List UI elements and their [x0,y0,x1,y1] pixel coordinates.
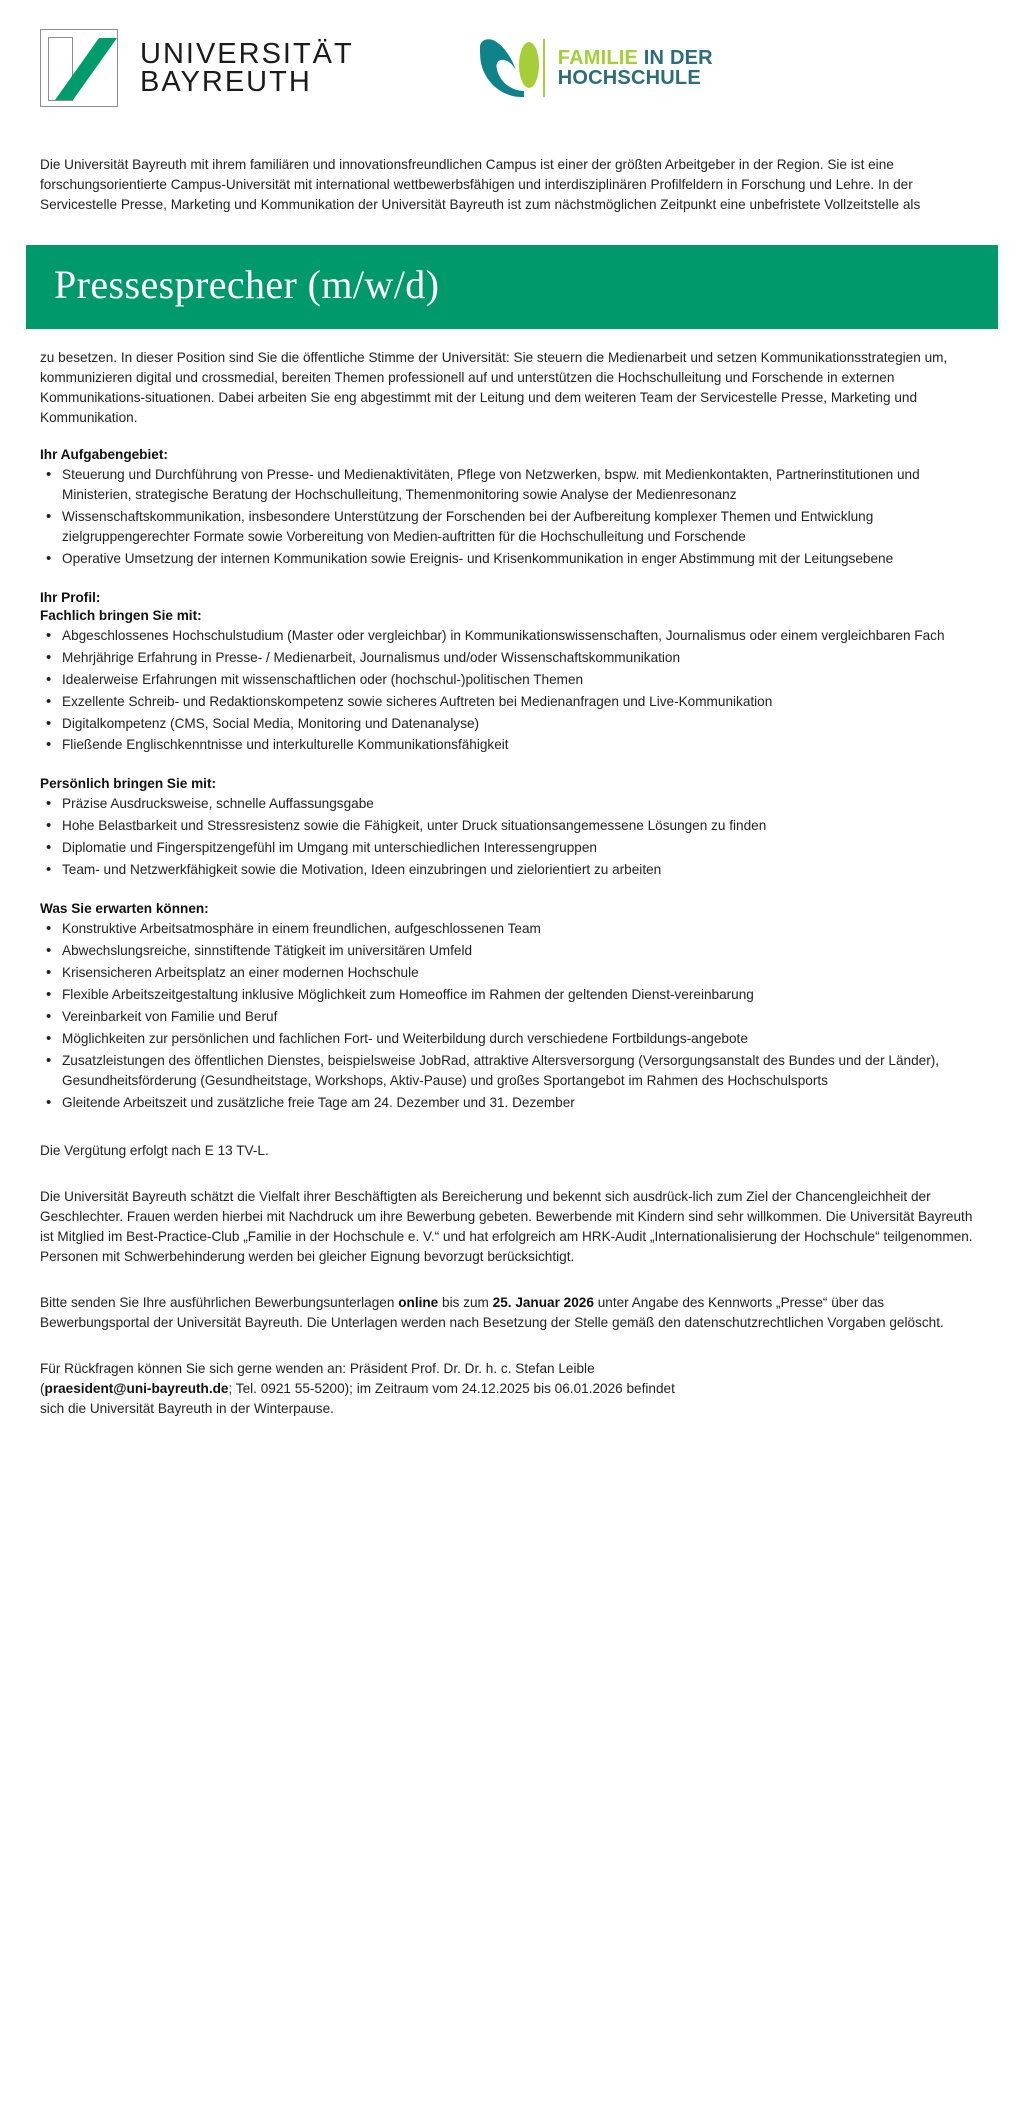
list-item: • Steuerung und Durchführung von Presse- und Medienaktivitäten, Pflege von Netzwerken, bspw. mit Medienkontakten, Partnerinstitutionen und Ministerien, strategische Beratung der Hochschulleitung, Themenmonitoring sowie Analyse der Medienresonanz [40,465,984,505]
familie-logo-line1-rest: IN DER [638,46,713,69]
list-item: • Flexible Arbeitszeitgestaltung inklusive Möglichkeit zum Homeoffice im Rahmen der geltenden Dienst-vereinbarung [40,985,984,1005]
familie-in-der-hochschule-logo [472,37,713,99]
list-item: • Fließende Englischkenntnisse und interkulturelle Kommunikationsfähigkeit [40,735,984,755]
list-item: • Abwechslungsreiche, sinnstiftende Tätigkeit im universitären Umfeld [40,941,984,961]
contact-line3: sich die Universität Bayreuth in der Winterpause. [40,1400,334,1416]
list-item: • Krisensicheren Arbeitsplatz an einer modernen Hochschule [40,963,984,983]
section-heading-profile: Ihr Profil: [40,589,101,605]
application-text-before: Bitte senden Sie Ihre ausführlichen Bewerbungsunterlagen [40,1294,399,1310]
salary-paragraph: Die Vergütung erfolgt nach E 13 TV-L. [40,1143,269,1159]
subsection-heading-personal: Persönlich bringen Sie mit: [40,776,216,792]
ubt-wordmark [140,37,354,98]
list-item: • Operative Umsetzung der internen Kommunikation sowie Ereignis- und Krisenkommunikation in enger Abstimmung mit der Leitungsebene [40,549,984,569]
list-item: • Gleitende Arbeitszeit und zusätzliche freie Tage am 24. Dezember und 31. Dezember [40,1093,984,1113]
intro-paragraph: Die Universität Bayreuth mit ihrem familiären und innovationsfreundlichen Campus ist einer der größten Arbeitgeber in der Region. Sie ist eine forschungsorientierte Campus-Universität mit international wettbewerbsfähigen und interdisziplinären Profilfeldern in Forschung und Lehre. In der Servicestelle Presse, Marketing und Kommunikation der Universität Bayreuth ist zum nächstmöglichen Zeitpunkt eine unbefristete Vollzeitstelle als [40,157,921,212]
contact-paren-open: ( [40,1380,45,1396]
tasks-list [40,465,984,569]
logo-header [0,0,1024,110]
list-item: • Präzise Ausdrucksweise, schnelle Auffassungsgabe [40,794,984,814]
list-item: • Abgeschlossenes Hochschulstudium (Master oder vergleichbar) in Kommunikationswissenschaften, Journalismus oder einem vergleichbaren Fach [40,626,984,646]
ubt-slash-shape-icon [55,38,117,100]
ubt-wordmark-line2: BAYREUTH [140,66,312,98]
ubt-wordmark-line1: UNIVERSITÄT [140,37,354,70]
job-title-banner [26,245,998,329]
diversity-paragraph: Die Universität Bayreuth schätzt die Vielfalt ihrer Beschäftigten als Bereicherung und bekennt sich ausdrück-lich zum Ziel der Chancengleichheit der Geschlechter. Frauen werden hierbei mit Nachdruck um ihre Bewerbung gebeten. Bewerbende mit Kindern sind sehr willkommen. Die Universität Bayreuth ist Mitglied im Best-Practice-Club „Familie in der Hochschule e. V.“ und hat erfolgreich am HRK-Audit „Internationalisierung der Hochschule“ teilgenommen. Personen mit Schwerbehinderung werden bei gleicher Eignung bevorzugt berücksichtigt. [40,1189,973,1264]
section-heading-benefits: Was Sie erwarten können: [40,901,209,917]
contact-phone-part: ; Tel. 0921 55-5200); im Zeitraum vom 24.12.2025 bis 06.01.2026 befindet [228,1380,675,1396]
contact-line1: Für Rückfragen können Sie sich gerne wenden an: Präsident Prof. Dr. Dr. h. c. Stefan Leible [40,1360,595,1376]
application-deadline: 25. Januar 2026 [492,1294,594,1310]
familie-logo-line1-highlight: FAMILIE [557,46,639,69]
list-item: • Team- und Netzwerkfähigkeit sowie die Motivation, Ideen einzubringen und zielorientiert zu arbeiten [40,860,984,880]
list-item: • Vereinbarkeit von Familie und Beruf [40,1007,984,1027]
ubt-logo-mark-icon [40,29,118,107]
contact-email: praesident@uni-bayreuth.de [44,1380,229,1396]
list-item: • Idealerweise Erfahrungen mit wissenschaftlichen oder (hochschul-)politischen Themen [40,670,984,690]
familie-logo-text [558,48,713,89]
list-item: • Exzellente Schreib- und Redaktionskompetenz sowie sicheres Auftreten bei Medienanfragen und Live-Kommunikation [40,692,984,712]
application-text-between: bis zum [438,1294,493,1310]
list-item: • Mehrjährige Erfahrung in Presse- / Medienarbeit, Journalismus und/oder Wissenschaftskommunikation [40,648,984,668]
professional-requirements-list [40,626,984,756]
application-paragraph [40,1293,984,1333]
benefits-list [40,919,984,1113]
list-item: • Möglichkeiten zur persönlichen und fachlichen Fort- und Weiterbildung durch verschiedene Fortbildungs-angebote [40,1029,984,1049]
list-item: • Konstruktive Arbeitsatmosphäre in einem freundlichen, aufgeschlossenen Team [40,919,984,939]
list-item: • Hohe Belastbarkeit und Stressresistenz sowie die Fähigkeit, unter Druck situationsangemessene Lösungen zu finden [40,816,984,836]
list-item: • Wissenschaftskommunikation, insbesondere Unterstützung der Forschenden bei der Aufbereitung komplexer Themen und Entwicklung zielgruppengerechter Formate sowie Vorbereitung von Medien-auftritten für die Hochschulleitung und Forschende [40,507,984,547]
body-content [0,329,1024,1419]
familie-leaf-icon [472,37,546,99]
application-text-after: unter Angabe des Kennworts „Presse“ über das Bewerbungsportal der Universität Bayreuth. Die Unterlagen werden nach Besetzung der Stelle gemäß den datenschutzrechtlichen Vorgaben gelöscht. [40,1294,944,1330]
intro-block [0,110,1024,215]
personal-requirements-list [40,794,984,880]
list-item: • Diplomatie und Fingerspitzengefühl im Umgang mit unterschiedlichen Interessengruppen [40,838,984,858]
application-online-label: online [398,1294,439,1310]
list-item: • Zusatzleistungen des öffentlichen Dienstes, beispielsweise JobRad, attraktive Altersversorgung (Versorgungsanstalt des Bundes und der Länder), Gesundheitsförderung (Gesundheitstage, Workshops, Aktiv-Pause) und großes Sportangebot im Rahmen des Hochschulsports [40,1051,984,1091]
contact-paragraph [40,1359,984,1419]
section-heading-tasks: Ihr Aufgabengebiet: [40,446,168,462]
familie-logo-line2: HOCHSCHULE [557,67,701,89]
lead-paragraph: zu besetzen. In dieser Position sind Sie die öffentliche Stimme der Universität: Sie steuern die Medienarbeit und setzen Kommunikationsstrategien um, kommunizieren digital und crossmedial, bereiten Themen professionell auf und unterstützen die Hochschulleitung und Forschende in externen Kommunikations-situationen. Dabei arbeiten Sie eng abgestimmt mit der Leitung und dem weiteren Team der Servicestelle Presse, Marketing und Kommunikation. [40,349,948,425]
subsection-heading-professional: Fachlich bringen Sie mit: [40,607,202,623]
list-item: • Digitalkompetenz (CMS, Social Media, Monitoring und Datenanalyse) [40,714,984,734]
job-title: Pressesprecher (m/w/d) [54,261,440,307]
university-bayreuth-logo [40,29,354,107]
